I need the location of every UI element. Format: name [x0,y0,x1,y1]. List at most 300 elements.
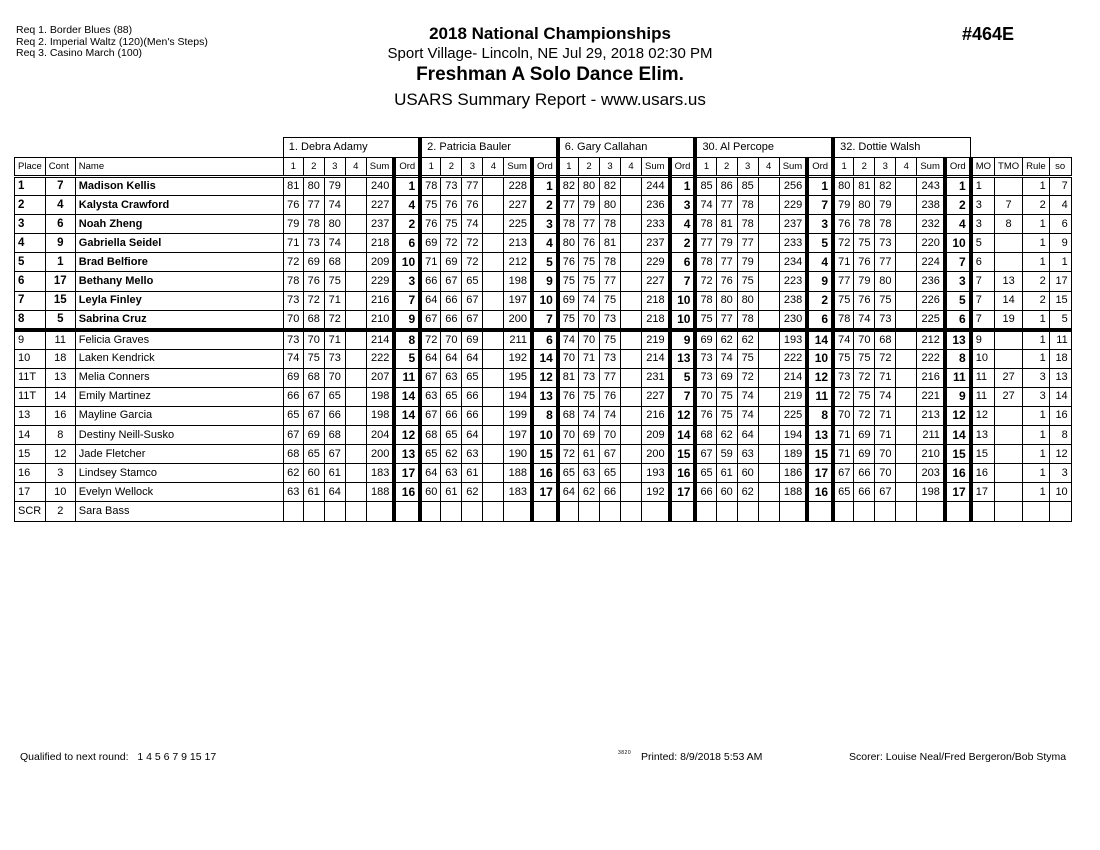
total-majority-ordinal [995,426,1023,445]
judge-score: 77 [737,234,758,253]
judge-score [621,291,642,310]
judge-sum [642,502,670,521]
judge-score [483,291,504,310]
judge-score: 72 [324,310,345,330]
judge-score [558,502,579,521]
report-title: USARS Summary Report - www.usars.us [394,90,706,109]
judge-score: 71 [875,406,896,425]
judge-score: 75 [600,330,621,350]
judge-score: 69 [283,368,303,387]
col-judge-2: 2 [854,158,875,177]
judge-score: 65 [462,272,483,291]
judge-score [896,253,917,272]
requirement-2: Req 2. Imperial Waltz (120)(Men's Steps) [16,35,208,48]
header-spacer [15,138,284,158]
judge-score: 61 [462,464,483,483]
contestant-number: 2 [45,502,75,521]
skater-name: Laken Kendrick [75,349,283,368]
place-cell: 9 [15,330,46,350]
rule-cell: 1 [1023,234,1050,253]
place-cell: 4 [15,234,46,253]
judge-ordinal: 1 [945,177,971,196]
col-judge-ord: Ord [532,158,558,177]
total-majority-ordinal: 13 [995,272,1023,291]
sum-ordinal: 13 [1049,368,1071,387]
judge-ordinal: 2 [945,196,971,215]
judge-score [483,387,504,406]
judge-score: 75 [579,253,600,272]
table-row [15,196,1072,215]
judge-score: 78 [283,272,303,291]
judge-score: 72 [833,387,854,406]
judge-ordinal [945,502,971,521]
judge-score: 78 [833,310,854,330]
judge-score: 64 [558,483,579,502]
majority-ordinal: 9 [971,330,995,350]
place-cell: 8 [15,310,46,330]
judge-ordinal: 8 [532,406,558,425]
judge-ordinal: 2 [807,291,833,310]
judge-score: 74 [324,196,345,215]
judge-score [621,234,642,253]
judge-sum: 197 [504,291,532,310]
judge-sum: 195 [504,368,532,387]
judge-ordinal: 12 [807,368,833,387]
judge-score [833,502,854,521]
judge-sum: 189 [779,445,807,464]
judge-ordinal: 5 [670,368,696,387]
judge-score: 65 [833,483,854,502]
judge-score [896,368,917,387]
col-so: so [1049,158,1071,177]
judge-score: 67 [462,291,483,310]
judge-score: 67 [303,406,324,425]
judge-score: 70 [579,310,600,330]
judge-score: 67 [600,445,621,464]
judge-ordinal: 6 [945,310,971,330]
judge-score [345,483,366,502]
judge-score: 70 [558,349,579,368]
judge-score: 63 [441,368,462,387]
table-row [15,253,1072,272]
judge-score: 73 [303,234,324,253]
judge-score: 66 [854,464,875,483]
judge-sum: 225 [504,215,532,234]
col-judge-3: 3 [324,158,345,177]
judge-sum: 186 [779,464,807,483]
sum-ordinal: 6 [1049,215,1071,234]
judge-score [483,464,504,483]
skater-name: Evelyn Wellock [75,483,283,502]
judge-ordinal: 7 [945,253,971,272]
judge-score: 80 [716,291,737,310]
judge-score: 75 [716,387,737,406]
judge-score [758,387,779,406]
total-majority-ordinal: 27 [995,368,1023,387]
judge-ordinal: 10 [807,349,833,368]
judge-score: 66 [441,310,462,330]
judge-score: 73 [875,310,896,330]
judge-score: 66 [462,406,483,425]
judge-sum: 232 [917,215,945,234]
judge-ordinal: 10 [532,426,558,445]
judge-score: 73 [600,310,621,330]
judge-ordinal: 15 [670,445,696,464]
skater-name: Leyla Finley [75,291,283,310]
sum-ordinal: 9 [1049,234,1071,253]
judge-score [621,272,642,291]
judge-score: 78 [737,215,758,234]
judge-score [621,196,642,215]
judge-score [441,502,462,521]
judge-header-row [15,138,1072,158]
judge-score [345,253,366,272]
skater-name: Noah Zheng [75,215,283,234]
judge-score: 72 [462,234,483,253]
judge-score: 71 [283,234,303,253]
judge-score [621,330,642,350]
judge-sum: 229 [779,196,807,215]
sum-ordinal: 10 [1049,483,1071,502]
judge-ordinal: 17 [945,483,971,502]
judge-score: 66 [420,272,441,291]
place-cell: 15 [15,445,46,464]
judge-score: 79 [579,196,600,215]
rule-cell: 2 [1023,272,1050,291]
judge-score: 85 [695,177,716,196]
judge-score: 77 [462,177,483,196]
judge-sum: 238 [917,196,945,215]
judge-score [896,291,917,310]
judge-score: 63 [420,387,441,406]
judge-ordinal: 15 [532,445,558,464]
judge-sum: 221 [917,387,945,406]
judge-score: 75 [737,272,758,291]
judge-score [345,215,366,234]
judge-score: 72 [558,445,579,464]
col-judge-1: 1 [558,158,579,177]
judge-sum: 213 [917,406,945,425]
judge-sum: 238 [779,291,807,310]
contestant-number: 11 [45,330,75,350]
contestant-number: 4 [45,196,75,215]
judge-sum: 210 [917,445,945,464]
judge-score: 75 [833,349,854,368]
judge-score: 67 [833,464,854,483]
col-judge-4: 4 [896,158,917,177]
judge-ordinal [394,502,420,521]
sum-ordinal: 4 [1049,196,1071,215]
judge-ordinal: 5 [807,234,833,253]
judge-sum: 222 [917,349,945,368]
judge-score: 65 [420,445,441,464]
judge-score: 68 [558,406,579,425]
sum-ordinal: 12 [1049,445,1071,464]
judge-ordinal: 5 [532,253,558,272]
judge-score [483,310,504,330]
judge-score: 80 [579,177,600,196]
judge-ordinal: 9 [945,387,971,406]
judge-score: 78 [695,215,716,234]
judge-ordinal: 14 [945,426,971,445]
judge-ordinal: 17 [807,464,833,483]
judge-ordinal: 5 [945,291,971,310]
judge-score [621,464,642,483]
judge-ordinal [532,502,558,521]
judge-score [483,406,504,425]
judge-score: 75 [600,291,621,310]
judge-score: 61 [324,464,345,483]
judge-score [483,502,504,521]
judge-score [621,406,642,425]
judge-score: 77 [695,234,716,253]
judge-score: 85 [737,177,758,196]
judge-sum: 228 [504,177,532,196]
judge-ordinal: 11 [807,387,833,406]
rule-cell [1023,502,1050,521]
judge-score [758,368,779,387]
judge-score [621,368,642,387]
judge-score [896,310,917,330]
judge-score [345,368,366,387]
place-cell: 13 [15,406,46,425]
judge-ordinal: 14 [532,349,558,368]
judge-score: 74 [716,349,737,368]
judge-sum: 193 [642,464,670,483]
table-row [15,330,1072,350]
judge-score: 78 [600,253,621,272]
majority-ordinal: 1 [971,177,995,196]
judge-score [896,215,917,234]
judge-score [303,502,324,521]
judge-score [758,291,779,310]
judge-score: 63 [579,464,600,483]
judge-sum: 188 [504,464,532,483]
judge-score: 80 [854,196,875,215]
table-row [15,502,1072,521]
judge-ordinal: 9 [670,330,696,350]
judge-sum: 243 [917,177,945,196]
judge-score: 66 [462,387,483,406]
col-judge-ord: Ord [394,158,420,177]
rule-cell: 1 [1023,445,1050,464]
skater-name: Emily Martinez [75,387,283,406]
total-majority-ordinal [995,445,1023,464]
judge-score: 74 [854,310,875,330]
sum-ordinal: 17 [1049,272,1071,291]
judge-score: 73 [579,368,600,387]
judge-score: 71 [324,330,345,350]
judge-score: 64 [420,349,441,368]
col-mo: MO [971,158,995,177]
judge-score [896,426,917,445]
judge-score: 75 [854,349,875,368]
judge-score: 75 [303,349,324,368]
judge-ordinal: 12 [945,406,971,425]
judge-score [896,406,917,425]
judge-score [758,196,779,215]
judge-score: 70 [875,464,896,483]
judge-score: 75 [579,387,600,406]
contestant-number: 17 [45,272,75,291]
judge-sum [366,502,394,521]
judge-ordinal: 13 [945,330,971,350]
judge-sum: 198 [366,406,394,425]
judge-sum: 219 [779,387,807,406]
judge-score: 69 [441,253,462,272]
rule-cell: 3 [1023,368,1050,387]
judge-ordinal: 9 [807,272,833,291]
judge-sum: 198 [504,272,532,291]
rule-cell: 1 [1023,483,1050,502]
judge-score: 64 [324,483,345,502]
judge-score: 79 [324,177,345,196]
judge-score: 67 [875,483,896,502]
judge-ordinal: 8 [945,349,971,368]
table-row [15,272,1072,291]
judge-sum: 210 [366,310,394,330]
judge-ordinal: 14 [807,330,833,350]
event-number: #464E [962,24,1015,44]
judge-score: 77 [716,253,737,272]
judge-ordinal: 4 [807,253,833,272]
judge-score [420,502,441,521]
judge-ordinal: 6 [807,310,833,330]
place-cell: 1 [15,177,46,196]
judge-score: 76 [833,215,854,234]
judge-score: 80 [324,215,345,234]
scorer-names: Scorer: Louise Neal/Fred Bergeron/Bob Styma [849,751,1067,763]
printed-timestamp: Printed: 8/9/2018 5:53 AM [641,751,763,763]
judge-score: 80 [737,291,758,310]
judge-ordinal: 9 [394,310,420,330]
judge-sum: 237 [779,215,807,234]
judge-sum: 211 [504,330,532,350]
col-judge-4: 4 [758,158,779,177]
contestant-number: 18 [45,349,75,368]
judge-score: 76 [854,253,875,272]
judge-score: 65 [303,445,324,464]
table-row [15,234,1072,253]
judge-sum: 224 [917,253,945,272]
judge-ordinal: 11 [394,368,420,387]
judge-ordinal: 6 [394,234,420,253]
col-judge-ord: Ord [807,158,833,177]
judge-score [345,291,366,310]
judge-score: 74 [875,387,896,406]
judge-score: 79 [854,272,875,291]
judge-ordinal: 16 [945,464,971,483]
judge-ordinal: 13 [394,445,420,464]
judge-score [758,253,779,272]
column-header-row [15,158,1072,177]
judge-score: 77 [716,310,737,330]
rule-cell: 3 [1023,387,1050,406]
judge-score: 71 [324,291,345,310]
judge-ordinal: 15 [807,445,833,464]
judge-score: 77 [875,253,896,272]
event-name: Freshman A Solo Dance Elim. [416,64,684,85]
judge-score [896,502,917,521]
judge-sum: 204 [366,426,394,445]
judge-ordinal: 15 [945,445,971,464]
sum-ordinal: 18 [1049,349,1071,368]
judge-score: 74 [600,406,621,425]
judge-sum: 227 [642,272,670,291]
judge-sum: 225 [779,406,807,425]
judge-score: 76 [420,215,441,234]
judge-score [621,215,642,234]
majority-ordinal: 7 [971,310,995,330]
col-judge-4: 4 [621,158,642,177]
judge-score: 70 [875,445,896,464]
judge-score: 75 [441,215,462,234]
rule-cell: 2 [1023,196,1050,215]
judge-ordinal: 16 [670,464,696,483]
judge-score: 72 [737,368,758,387]
col-judge-1: 1 [695,158,716,177]
sum-ordinal: 7 [1049,177,1071,196]
judge-score: 67 [462,310,483,330]
judge-sum: 213 [504,234,532,253]
judge-ordinal: 1 [670,177,696,196]
judge-score [896,387,917,406]
judge-ordinal: 8 [807,406,833,425]
majority-ordinal: 11 [971,387,995,406]
judge-score [483,215,504,234]
total-majority-ordinal [995,483,1023,502]
judge-sum [779,502,807,521]
judge-ordinal: 13 [670,349,696,368]
judge-score: 64 [737,426,758,445]
judge-sum: 244 [642,177,670,196]
judge-ordinal: 2 [532,196,558,215]
rule-cell: 1 [1023,464,1050,483]
judge-score [758,445,779,464]
judge-ordinal: 17 [532,483,558,502]
contestant-number: 15 [45,291,75,310]
place-cell: 11T [15,368,46,387]
judge-score: 75 [420,196,441,215]
judge-score: 80 [875,272,896,291]
judge-score: 75 [579,272,600,291]
judge-score [854,502,875,521]
judge-score: 65 [324,387,345,406]
judge-sum: 209 [366,253,394,272]
rule-cell: 1 [1023,253,1050,272]
col-judge-ord: Ord [670,158,696,177]
judge-score: 65 [558,464,579,483]
judge-score: 67 [303,387,324,406]
col-judge-3: 3 [462,158,483,177]
judge-ordinal: 3 [945,272,971,291]
judge-score [758,406,779,425]
judge-sum: 209 [642,426,670,445]
judge-sum: 198 [917,483,945,502]
judge-score: 72 [875,349,896,368]
col-place: Place [15,158,46,177]
judge-ordinal: 3 [532,215,558,234]
judge-score: 67 [420,310,441,330]
judge-score: 65 [462,368,483,387]
judge-score [896,483,917,502]
judge-score: 68 [324,253,345,272]
judge-sum: 229 [366,272,394,291]
judge-sum: 234 [779,253,807,272]
judge-score: 71 [875,426,896,445]
table-row [15,426,1072,445]
judge-score [345,349,366,368]
